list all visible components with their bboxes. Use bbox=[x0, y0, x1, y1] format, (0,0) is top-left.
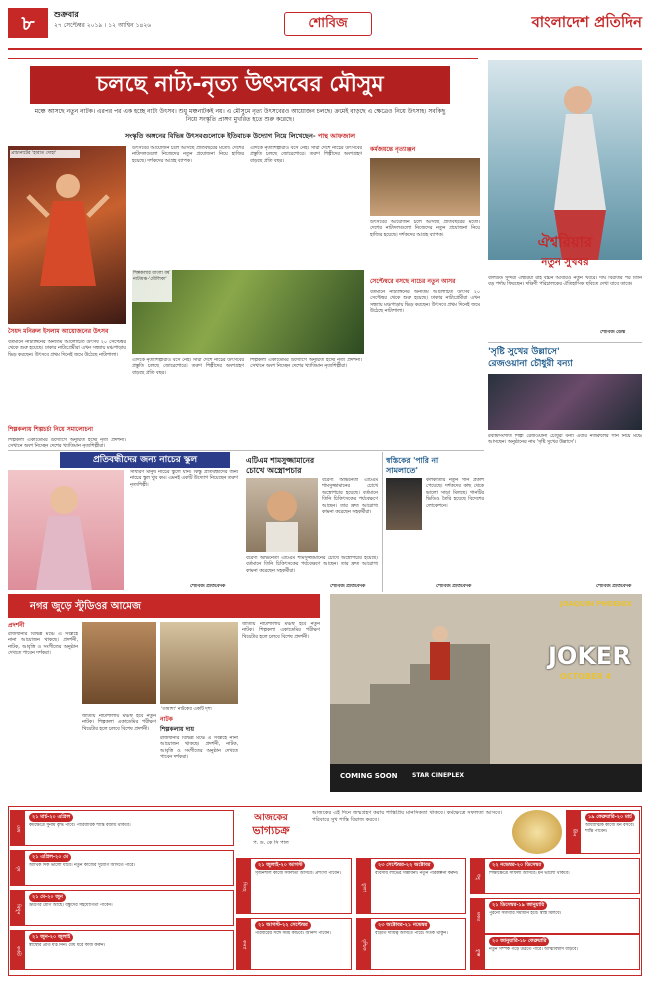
photo-caption: প্রাচ্যনাটের 'হারাত দোহা' bbox=[10, 150, 80, 158]
events-label: শিল্পকলায় দায় bbox=[160, 726, 195, 733]
horoscope-sign-0 bbox=[10, 810, 234, 846]
horoscope-text: বাড়তি দায়িত্ব আসতে পারে। সতর্ক থাকুন। bbox=[375, 931, 448, 936]
aishwarya-tag: নতুন সুখবর bbox=[541, 257, 589, 268]
horoscope-date-range: ২৩ সেপ্টেম্বর-২২ অক্টোবর bbox=[375, 861, 434, 870]
horoscope-title-1: আজকের bbox=[254, 813, 288, 823]
horoscope-sign-6 bbox=[356, 858, 466, 914]
lead-photo-dance bbox=[8, 146, 126, 324]
horoscope-sign-3 bbox=[10, 930, 234, 970]
pari-photo bbox=[386, 478, 422, 530]
horoscope-sign-name: তুলা bbox=[357, 859, 371, 914]
dancer-figure bbox=[8, 146, 126, 324]
horoscope-sign-name: বৃশ্চিক bbox=[357, 919, 371, 970]
pari-headline-1: স্বস্তিকের 'পারি না bbox=[386, 456, 439, 465]
horoscope-date-range: ১৯ ফেব্রুয়ারি-২০ মার্চ bbox=[585, 813, 635, 822]
dance-school-photo bbox=[8, 470, 124, 590]
atm-body: বরেণ্য অভিনেতা এটিএম শামসুজ্জামানের চোখে অস্ত্রোপচার হয়েছে। বর্তমানে তিনি চিকিৎসকের পর্যবেক্ষণে আছেন। তার দ্রুত আরোগ্য কামনা করেছেন সহকর্মীরা। bbox=[322, 478, 378, 516]
horoscope-sign-10 bbox=[470, 934, 640, 970]
subhead: সৈয়দ মনিরুল ইসলাম আয়োজনের উৎসব bbox=[8, 328, 109, 335]
horoscope-text: সৃজনশীল কাজে সফলতা আসবে। প্রশংসা পাবেন। bbox=[255, 871, 341, 876]
bonna-credit: শোবিজ প্রতিবেদক bbox=[596, 584, 632, 589]
horoscope-text: ব্যবসায় লাভের সম্ভাবনা। নতুন পরিকল্পনা করুন। bbox=[375, 871, 459, 876]
atm-body-2: বরেণ্য অভিনেতা এটিএম শামসুজ্জামানের চোখে অস্ত্রোপচার হয়েছে। বর্তমানে তিনি চিকিৎসকের পর্যবেক্ষণে আছেন। তার দ্রুত আরোগ্য কামনা করেছেন সহকর্মীরা। bbox=[246, 556, 378, 574]
subhead: কর্মজয়ন্তে নৃত্যাঞ্জন bbox=[370, 146, 416, 153]
horoscope-date-range: ২১ এপ্রিল-২০ মে bbox=[29, 853, 71, 862]
lead-headline: চলছে নাট্য-নৃত্য উৎসবের মৌসুম bbox=[30, 66, 450, 104]
events-body-1: রাজধানীর বিভিন্ন মঞ্চে এ সপ্তাহে নানা আয়োজন থাকছে। প্রদর্শনী, নাটক, আবৃত্তি ও সংগীতের অনুষ্ঠান দেখতে পাবেন দর্শকরা। bbox=[8, 632, 78, 657]
lead-body-col7: বর্তমানে নাট্যাঙ্গনের অন্যতম আলোচিত উৎসব ২০ সেপ্টেম্বর থেকে শুরু হয়েছে। ঢাকার নাট্যপ্রেমীরা এখন সন্ধ্যায় মঞ্চপাড়ায় ভিড় করছেন। উৎসবে প্রথম দিনেই জমে উঠেছে নাট্যশালা। bbox=[370, 290, 480, 315]
events-photo-2 bbox=[160, 622, 238, 704]
horoscope-author: প. ড. কে সি পাল bbox=[253, 840, 289, 846]
joker-coming-soon: COMING SOON bbox=[340, 772, 398, 780]
horoscope-sign-name: কন্যা bbox=[237, 919, 251, 970]
horoscope-title-2: ভাগ্যচক্র bbox=[252, 824, 290, 837]
byline-prefix: সংস্কৃতি অঙ্গনের বিভিন্ন উৎসবগুলোকে ইতিবাচক উদ্যোগ নিয়ে লিখেছেন- bbox=[124, 132, 316, 140]
horoscope-sign-11 bbox=[566, 810, 640, 854]
joker-ad bbox=[330, 594, 642, 792]
lead-body-col2: উৎসবের আয়োজন চলে আসছে প্রতিবছরের মতো। দেশের নাট্যদলগুলো নিজেদের নতুন প্রযোজনা নিয়ে হাজির হয়েছে। দর্শকদের আগ্রহ ব্যাপক। bbox=[132, 146, 244, 164]
masthead bbox=[8, 6, 642, 50]
events-caption: 'তামাশা' নাটকের একটি দৃশ্য bbox=[160, 706, 238, 714]
page-number: ৮ bbox=[8, 8, 48, 38]
dance-school-body: সাধারণ মানুষ নাচের স্কুলে যান। কিন্তু প্রতিবন্ধীদের জন্য নাচের স্কুল খুব কম। এমনই একটি উদ্যোগ নিয়েছেন তরুণ নৃত্যশিল্পী। bbox=[130, 470, 238, 488]
section-title: শোবিজ bbox=[284, 12, 372, 36]
model-figure bbox=[488, 60, 642, 260]
bonna-photo bbox=[488, 374, 642, 430]
horoscope-sign-name: কর্কট bbox=[11, 931, 25, 970]
lead-body-col1: বর্তমানে নাট্যাঙ্গনের অন্যতম আলোচিত উৎসব ২০ সেপ্টেম্বর থেকে শুরু হয়েছে। ঢাকার নাট্যপ্রেমীরা এখন সন্ধ্যায় মঞ্চপাড়ায় ভিড় করছেন। উৎসবে প্রথম দিনেই জমে উঠেছে নাট্যশালা। bbox=[8, 340, 126, 358]
lead-body-col6: উৎসবের আয়োজন চলে আসছে প্রতিবছরের মতো। দেশের নাট্যদলগুলো নিজেদের নতুন প্রযোজনা নিয়ে হাজির হয়েছে। দর্শকদের আগ্রহ ব্যাপক। bbox=[370, 220, 480, 238]
zodiac-wheel-icon bbox=[512, 810, 562, 854]
joker-date: OCTOBER 4 bbox=[560, 672, 612, 681]
horoscope-date-range: ২১ জুলাই-২০ আগস্ট bbox=[255, 861, 305, 870]
horoscope-text: আর্থিক দিক ভালো যাবে। নতুন কাজের সুযোগ আসতে পারে। bbox=[29, 863, 135, 868]
events-label: নাটক bbox=[160, 716, 173, 723]
atm-credit: শোবিজ প্রতিবেদক bbox=[330, 584, 366, 589]
events-photo-1 bbox=[82, 622, 156, 704]
aishwarya-headline: ঐশ্বরিয়ার bbox=[537, 233, 593, 251]
joker-actor: JOAQUIN PHOENIX bbox=[560, 600, 632, 608]
pari-headline-2: সামলাতে' bbox=[386, 466, 418, 475]
horoscope-sign-2 bbox=[10, 890, 234, 926]
joker-title: JOKER bbox=[548, 642, 631, 670]
divider bbox=[8, 450, 484, 451]
bonna-body: রবীন্দ্রসংগীত শিল্পী রেজওয়ানা চৌধুরী বন্যা এবার নজরুলের গান নিয়ে মঞ্চে আসছেন। অনুষ্ঠানের নাম 'সৃষ্টি সুখের উল্লাসে'। bbox=[488, 434, 642, 446]
bonna-headline-1: 'সৃষ্টি সুখের উল্লাসে' bbox=[488, 347, 560, 357]
dance-school-headline: প্রতিবন্ধীদের জন্য নাচের স্কুল bbox=[60, 452, 230, 468]
horoscope-sign-5 bbox=[236, 918, 352, 970]
atm-headline-1: এটিএম শামসুজ্জামানের bbox=[246, 456, 315, 465]
dance-school-credit: শোবিজ প্রতিবেদক bbox=[190, 584, 226, 589]
horoscope-sign-1 bbox=[10, 850, 234, 886]
pari-body: কলকাতার নতুন গান প্রকাশ পেয়েছে। দর্শকদের কাছ থেকে ভালো সাড়া মিলছে। গানটির ভিডিও তৈরি হয়েছে বিদেশের লোকেশনে। bbox=[426, 478, 484, 509]
horoscope-date-range: ২১ মে-২০ জুন bbox=[29, 893, 66, 902]
pari-credit: শোবিজ প্রতিবেদক bbox=[436, 584, 472, 589]
horoscope-text: পরিবারের সঙ্গে সময় কাটবে। আনন্দ পাবেন। bbox=[255, 931, 331, 936]
horoscope-date-range: ২৩ অক্টোবর-২১ নভেম্বর bbox=[375, 921, 430, 930]
horoscope-sign-7 bbox=[356, 918, 466, 970]
divider bbox=[8, 58, 478, 59]
brand-logo: বাংলাদেশ প্রতিদিন bbox=[531, 13, 642, 31]
horoscope-date-range: ২১ ডিসেম্বর-১৯ জানুয়ারি bbox=[489, 901, 547, 910]
cinema-name: STAR CINEPLEX bbox=[412, 772, 465, 779]
horoscope-sign-name: মিথুন bbox=[11, 891, 25, 926]
horoscope-intro: আজকের এই দিনে জন্মগ্রহণ করায় শান্তিপ্রিয় মানসিকতা থাকবে। কর্মক্ষেত্রে সফলতা আসবে। পরিবারে সুখ শান্তি বিরাজ করবে। bbox=[312, 810, 502, 824]
events-label: প্রদর্শনী bbox=[8, 622, 25, 629]
horoscope-text: শিক্ষাক্ষেত্রে সাফল্য আসবে। মন ভালো থাকবে। bbox=[489, 871, 570, 876]
horoscope-date-range: ২১ আগস্ট-২২ সেপ্টেম্বর bbox=[255, 921, 311, 930]
horoscope-text: কর্মক্ষেত্রে সুনাম বৃদ্ধি পাবে। পারিবারিক শান্তি বজায় থাকবে। bbox=[29, 823, 131, 828]
atm-photo bbox=[246, 478, 318, 552]
horoscope-date-range: ২০ জানুয়ারি-১৮ ফেব্রুয়ারি bbox=[489, 937, 549, 946]
horoscope-text: পুরনো সমস্যার সমাধান হবে। স্বস্তি মিলবে। bbox=[489, 911, 562, 916]
lead-intro: মঞ্চে আসছে নতুন নাটক। এরপর পর এক হচ্ছে নাট্য উৎসব। শুধু মঞ্চনাটকই নয়। এ মৌসুমে নৃত্য উৎসবেরও আয়োজন চলছে। ক্রমেই বাড়ছে এ ক্ষেত্রেও নিয়ে উৎসাহ। সবকিছু নিয়ে সংস্কৃতি প্রাঙ্গণ মুখরিত হতে শুরু করেছে। bbox=[34, 108, 446, 124]
horoscope-sign-name: মকর bbox=[471, 899, 485, 934]
lead-photo-performers bbox=[370, 158, 480, 216]
horoscope-sign-name: বৃষ bbox=[11, 851, 25, 886]
day-name: শুক্রবার bbox=[54, 10, 79, 19]
elderly-man-figure bbox=[246, 478, 318, 552]
lead-body-col3: এদিকে নৃত্যশিল্পীরাও বসে নেই। সারা দেশে নাচের উৎসবের প্রস্তুতি চলছে জোরেশোরে। তরুণ শিল্পীদের অংশগ্রহণ বাড়ছে প্রতি বছর। bbox=[132, 358, 244, 376]
horoscope-text: নতুন সম্পর্ক গড়ে উঠতে পারে। আত্মবিশ্বাস বাড়বে। bbox=[489, 947, 578, 952]
lead-body-col4: শিল্পকলা একাডেমির উদ্যোগে অনুষ্ঠিত হচ্ছে নৃত্য প্রদর্শনী। সেখানে অংশ নিচ্ছেন দেশের খ্যাতিমান নৃত্যশিল্পীরা। bbox=[250, 358, 362, 370]
divider bbox=[488, 342, 642, 343]
atm-headline-2: চোখে অস্ত্রোপচার bbox=[246, 466, 302, 475]
horoscope-date-range: ২১ জুন-২০ জুলাই bbox=[29, 933, 73, 942]
horoscope-sign-name: কুম্ভ bbox=[471, 935, 485, 970]
horoscope-sign-4 bbox=[236, 858, 352, 914]
events-body-2: জাতীয় নাট্যশালায় মঞ্চস্থ হবে নতুন নাটক। শিল্পকলা একাডেমির পরীক্ষণ থিয়েটার হলে চলবে বিশেষ প্রদর্শনী। bbox=[82, 714, 156, 732]
lead-body-col1b: শিল্পকলা একাডেমির উদ্যোগে অনুষ্ঠিত হচ্ছে নৃত্য প্রদর্শনী। সেখানে অংশ নিচ্ছেন দেশের খ্যাতিমান নৃত্যশিল্পীরা। bbox=[8, 438, 126, 448]
lead-byline bbox=[30, 132, 450, 141]
horoscope-sign-name: মেষ bbox=[11, 811, 25, 846]
horoscope-sign-name: মীন bbox=[567, 811, 581, 854]
aishwarya-body: বলিউড সুন্দরী ঐশ্বরিয়া রাই বচ্চন আবারও নতুন খবরে। দীর্ঘ বিরতির পর তিনি বড় পর্দায় ফিরছেন। দক্ষিণী পরিচালকের ঐতিহাসিক ছবিতে দেখা যাবে তাকে। bbox=[488, 276, 642, 288]
divider bbox=[382, 452, 383, 592]
horoscope-text: ভ্রমণের যোগ আছে। বন্ধুদের সহযোগিতা পাবেন। bbox=[29, 903, 113, 908]
aishwarya-credit: শোবিজ ডেস্ক bbox=[600, 330, 626, 335]
lead-body-col5: এদিকে নৃত্যশিল্পীরাও বসে নেই। সারা দেশে নাচের উৎসবের প্রস্তুতি চলছে জোরেশোরে। তরুণ শিল্পীদের অংশগ্রহণ বাড়ছে প্রতি বছর। bbox=[250, 146, 362, 164]
woman-figure bbox=[8, 470, 124, 590]
horoscope-sign-name: সিংহ bbox=[237, 859, 251, 914]
dateline: ২৭ সেপ্টেম্বর ২০১৯ । ১২ আশ্বিন ১৪২৬ bbox=[54, 22, 152, 29]
subhead: সেপ্টেম্বরে বসছে নাচের নতুন আসর bbox=[370, 278, 456, 285]
horoscope-date-range: ২২ নভেম্বর-২০ ডিসেম্বর bbox=[489, 861, 544, 870]
events-headline: নগর জুড়ে স্টুডিওর আমেজ bbox=[30, 601, 141, 612]
byline-author: পান্থ আফজাল bbox=[317, 132, 356, 140]
horoscope-sign-9 bbox=[470, 898, 640, 934]
horoscope-date-range: ২১ মার্চ-২০ এপ্রিল bbox=[29, 813, 73, 822]
horoscope-sign-8 bbox=[470, 858, 640, 894]
photo-caption: শিল্পকলার বাংলা বর্ষ নাট্যমঞ্চ-'মৌলিকা' bbox=[132, 270, 172, 302]
horoscope-text: স্বাস্থ্যের প্রতি যত্ন নিন। ধৈর্য ধরে কাজ করুন। bbox=[29, 943, 106, 948]
aishwarya-photo bbox=[488, 60, 642, 260]
subhead: শিল্পকলায় শিল্পচর্চা নিয়ে সমালোচনা bbox=[8, 426, 93, 433]
events-body-3: রাজধানীর বিভিন্ন মঞ্চে এ সপ্তাহে নানা আয়োজন থাকছে। প্রদর্শনী, নাটক, আবৃত্তি ও সংগীতের অনুষ্ঠান দেখতে পাবেন দর্শকরা। bbox=[160, 736, 238, 761]
horoscope-text: আধ্যাত্মিক কাজে মন বসবে। শান্তি পাবেন। bbox=[585, 823, 635, 834]
horoscope-sign-name: ধনু bbox=[471, 859, 485, 894]
events-body-4: জাতীয় নাট্যশালায় মঞ্চস্থ হবে নতুন নাটক। শিল্পকলা একাডেমির পরীক্ষণ থিয়েটার হলে চলবে বিশেষ প্রদর্শনী। bbox=[242, 622, 320, 640]
bonna-headline-2: রেজওয়ানা চৌধুরী বন্যা bbox=[488, 359, 573, 369]
